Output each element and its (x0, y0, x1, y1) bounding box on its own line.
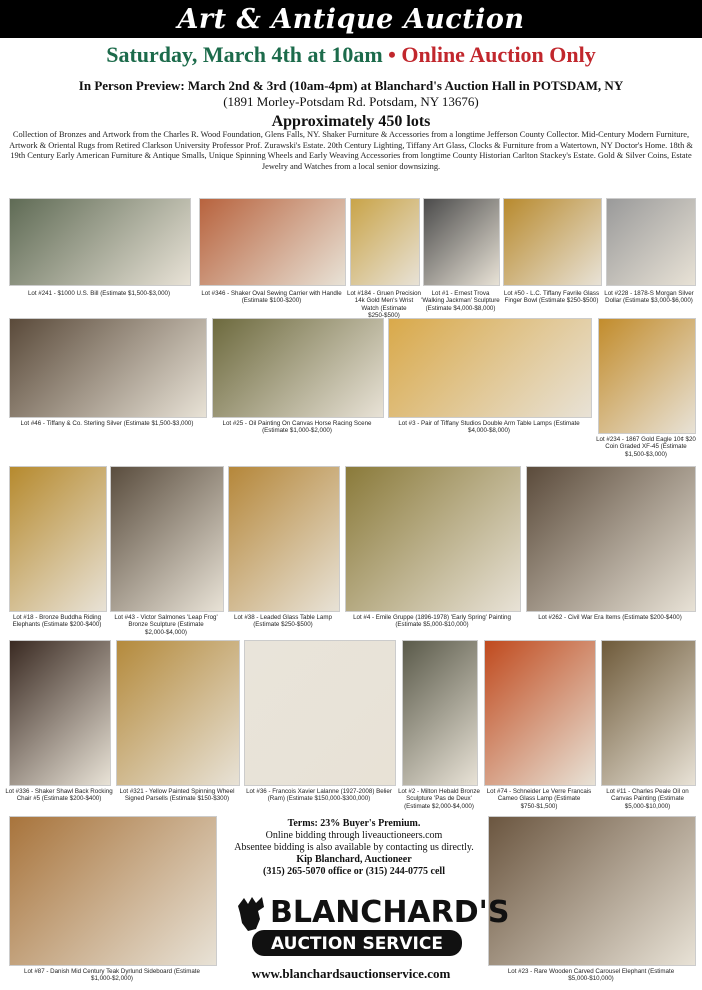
lot-photo-tiffany-bowl (503, 198, 602, 286)
lot-caption: Lot #184 - Gruen Precision 14k Gold Men's Wrist Watch (Estimate $250-$500) (347, 290, 421, 320)
lot-photo-fill (607, 199, 695, 285)
lot-photo-fill (10, 199, 190, 285)
lot-photo-sideboard (9, 816, 217, 966)
lot-caption: Lot #38 - Leaded Glass Table Lamp (Estimate $250-$500) (234, 614, 332, 629)
lot-photo-spinning-wheel (116, 640, 240, 786)
logo-service: AUCTION SERVICE (271, 934, 443, 954)
lot-photo-elephant (488, 816, 696, 966)
collection-description: Collection of Bronzes and Artwork from the Charles R. Wood Foundation, Glens Falls, NY. Shaker Furniture & Accessories from a longtime Jefferson County Collector. Mid-Century Modern Furniture, Artwork & Oriental Rugs from Retired Clarkson University Professor Prof. Zurawski's Estate. 20th Century Lighting, Tiffany Art Glass, Clocks & Furniture from a Watertown, NY Doctor's Home. 18th & 19th Century Early American Furniture & Antique Smalls, Unique Spinning Wheels and Early Weaving Accessories from longtime County Historian Carlton Stackey's Estate. Gold & Silver Coins, Estate Jewelry and Watches from a local senior downsizing. (9, 130, 693, 171)
lot-photo-fill (10, 467, 106, 611)
lot-photo-lamps (388, 318, 592, 418)
lot-photo-fill (351, 199, 419, 285)
lot-caption: Lot #46 - Tiffany & Co. Sterling Silver (Estimate $1,500-$3,000) (20, 420, 194, 427)
lot-photo-fill (602, 641, 695, 785)
lot-photo-horse-painting (212, 318, 384, 418)
moose-icon (238, 897, 264, 931)
lot-photo-fill (213, 319, 383, 417)
lot-caption: Lot #346 - Shaker Oval Sewing Carrier with Handle (Estimate $100-$200) (201, 290, 342, 305)
lot-photo-fill (245, 641, 395, 785)
lot-count: Approximately 450 lots (271, 113, 431, 130)
lot-photo-gruppe-painting (345, 466, 521, 612)
auction-title: Art & Antique Auction (177, 3, 525, 35)
online-bidding-line: Online bidding through liveauctioneers.com (265, 830, 443, 841)
separator: • (382, 42, 402, 67)
lot-caption: Lot #43 - Victor Salmones 'Leap Frog' Bronze Sculpture (Estimate $2,000-$4,000) (114, 614, 218, 636)
lot-photo-fill (229, 467, 339, 611)
lot-photo-rocking-chair (9, 640, 111, 786)
lot-photo-civil-war (526, 466, 696, 612)
lot-caption: Lot #2 - Milton Hebald Bronze Sculpture 'Pas de Deux' (Estimate $2,000-$4,000) (398, 788, 480, 810)
lot-caption: Lot #74 - Schneider Le Verre Francais Cameo Glass Lamp (Estimate $750-$1,500) (486, 788, 592, 810)
terms-line: Terms: 23% Buyer's Premium. (287, 818, 421, 829)
lot-photo-watch (350, 198, 420, 286)
lot-photo-cameo-lamp (484, 640, 596, 786)
lot-caption: Lot #336 - Shaker Shawl Back Rocking Chair #5 (Estimate $200-$400) (5, 788, 113, 803)
lot-photo-fill (10, 319, 206, 417)
lot-photo-fill (10, 641, 110, 785)
logo-name: BLANCHARD'S (270, 895, 510, 930)
lot-caption: Lot #4 - Emile Gruppe (1896-1978) 'Early Spring' Painting (Estimate $5,000-$10,000) (353, 614, 511, 629)
lot-caption: Lot #87 - Danish Mid Century Teak Dyrlund Sideboard (Estimate $1,000-$2,000) (24, 968, 200, 983)
website-link[interactable]: www.blanchardsauctionservice.com (251, 966, 451, 981)
blanchards-logo (232, 884, 510, 960)
preview-info: In Person Preview: March 2nd & 3rd (10am-4pm) at Blanchard's Auction Hall in POTSDAM, NY (78, 78, 624, 93)
absentee-line: Absentee bidding is also available by contacting us directly. (234, 842, 474, 853)
title-banner (0, 0, 702, 38)
address: (1891 Morley-Potsdam Rd. Potsdam, NY 13676) (223, 94, 479, 109)
lot-photo-fill (200, 199, 345, 285)
lot-caption: Lot #18 - Bronze Buddha Riding Elephants (Estimate $200-$400) (12, 614, 102, 629)
terms-block (228, 818, 480, 878)
lot-photo-sterling (9, 318, 207, 418)
lot-caption: Lot #11 - Charles Peale Oil on Canvas Painting (Estimate $5,000-$10,000) (606, 788, 689, 810)
lot-caption: Lot #23 - Rare Wooden Carved Carousel Elephant (Estimate $5,000-$10,000) (507, 968, 675, 983)
lot-photo-fill (403, 641, 477, 785)
lot-photo-fill (485, 641, 595, 785)
lot-caption: Lot #234 - 1867 Gold Eagle 10¢ $20 Coin Graded XF-45 (Estimate $1,500-$3,000) (596, 436, 696, 458)
lot-photo-fill (504, 199, 601, 285)
lot-photo-glass-lamp (228, 466, 340, 612)
lot-caption: Lot #25 - Oil Painting On Canvas Horse Racing Scene (Estimate $1,000-$2,000) (222, 420, 372, 435)
lot-photo-fill (599, 319, 695, 433)
lot-caption: Lot #3 - Pair of Tiffany Studios Double Arm Table Lamps (Estimate $4,000-$8,000) (398, 420, 580, 435)
lot-photo-fill (489, 817, 695, 965)
lot-photo-ram (244, 640, 396, 786)
auctioneer-name: Kip Blanchard, Auctioneer (296, 854, 412, 865)
lot-photo-fill (117, 641, 239, 785)
lot-photo-gold-coin (598, 318, 696, 434)
lot-caption: Lot #241 - $1000 U.S. Bill (Estimate $1,500-$3,000) (27, 290, 171, 297)
lot-photo-fill (111, 467, 223, 611)
lot-caption: Lot #262 - Civil War Era Items (Estimate $200-$400) (538, 614, 682, 621)
lot-caption: Lot #321 - Yellow Painted Spinning Wheel Signed Parsells (Estimate $150-$300) (119, 788, 235, 803)
lot-photo-hebald-bronze (402, 640, 478, 786)
lot-photo-carrier (199, 198, 346, 286)
lot-caption: Lot #1 - Ernest Trova 'Walking Jackman' Sculpture (Estimate $4,000-$8,000) (421, 290, 500, 312)
lot-caption: Lot #50 - L.C. Tiffany Favrile Glass Finger Bowl (Estimate $250-$500) (503, 290, 600, 305)
online-only: Online Auction Only (401, 42, 596, 67)
date-headline (0, 42, 702, 68)
lot-photo-fill (424, 199, 499, 285)
lot-photo-bill (9, 198, 191, 286)
lot-caption: Lot #36 - Francois Xavier Lalanne (1927-2008) Belier (Ram) (Estimate $150,000-$300,000) (246, 788, 392, 803)
phone-numbers: (315) 265-5070 office or (315) 244-0775 cell (263, 866, 445, 877)
auction-date: Saturday, March 4th at 10am (106, 42, 383, 67)
lot-photo-fill (527, 467, 695, 611)
lot-photo-fill (346, 467, 520, 611)
lot-photo-sculpture (423, 198, 500, 286)
lot-photo-fill (10, 817, 216, 965)
lot-caption: Lot #228 - 1878-S Morgan Silver Dollar (Estimate $3,000-$6,000) (604, 290, 694, 305)
lot-photo-silver-dollar (606, 198, 696, 286)
lot-photo-peale-painting (601, 640, 696, 786)
lot-photo-buddha (9, 466, 107, 612)
lot-photo-fill (389, 319, 591, 417)
lot-photo-leapfrog (110, 466, 224, 612)
